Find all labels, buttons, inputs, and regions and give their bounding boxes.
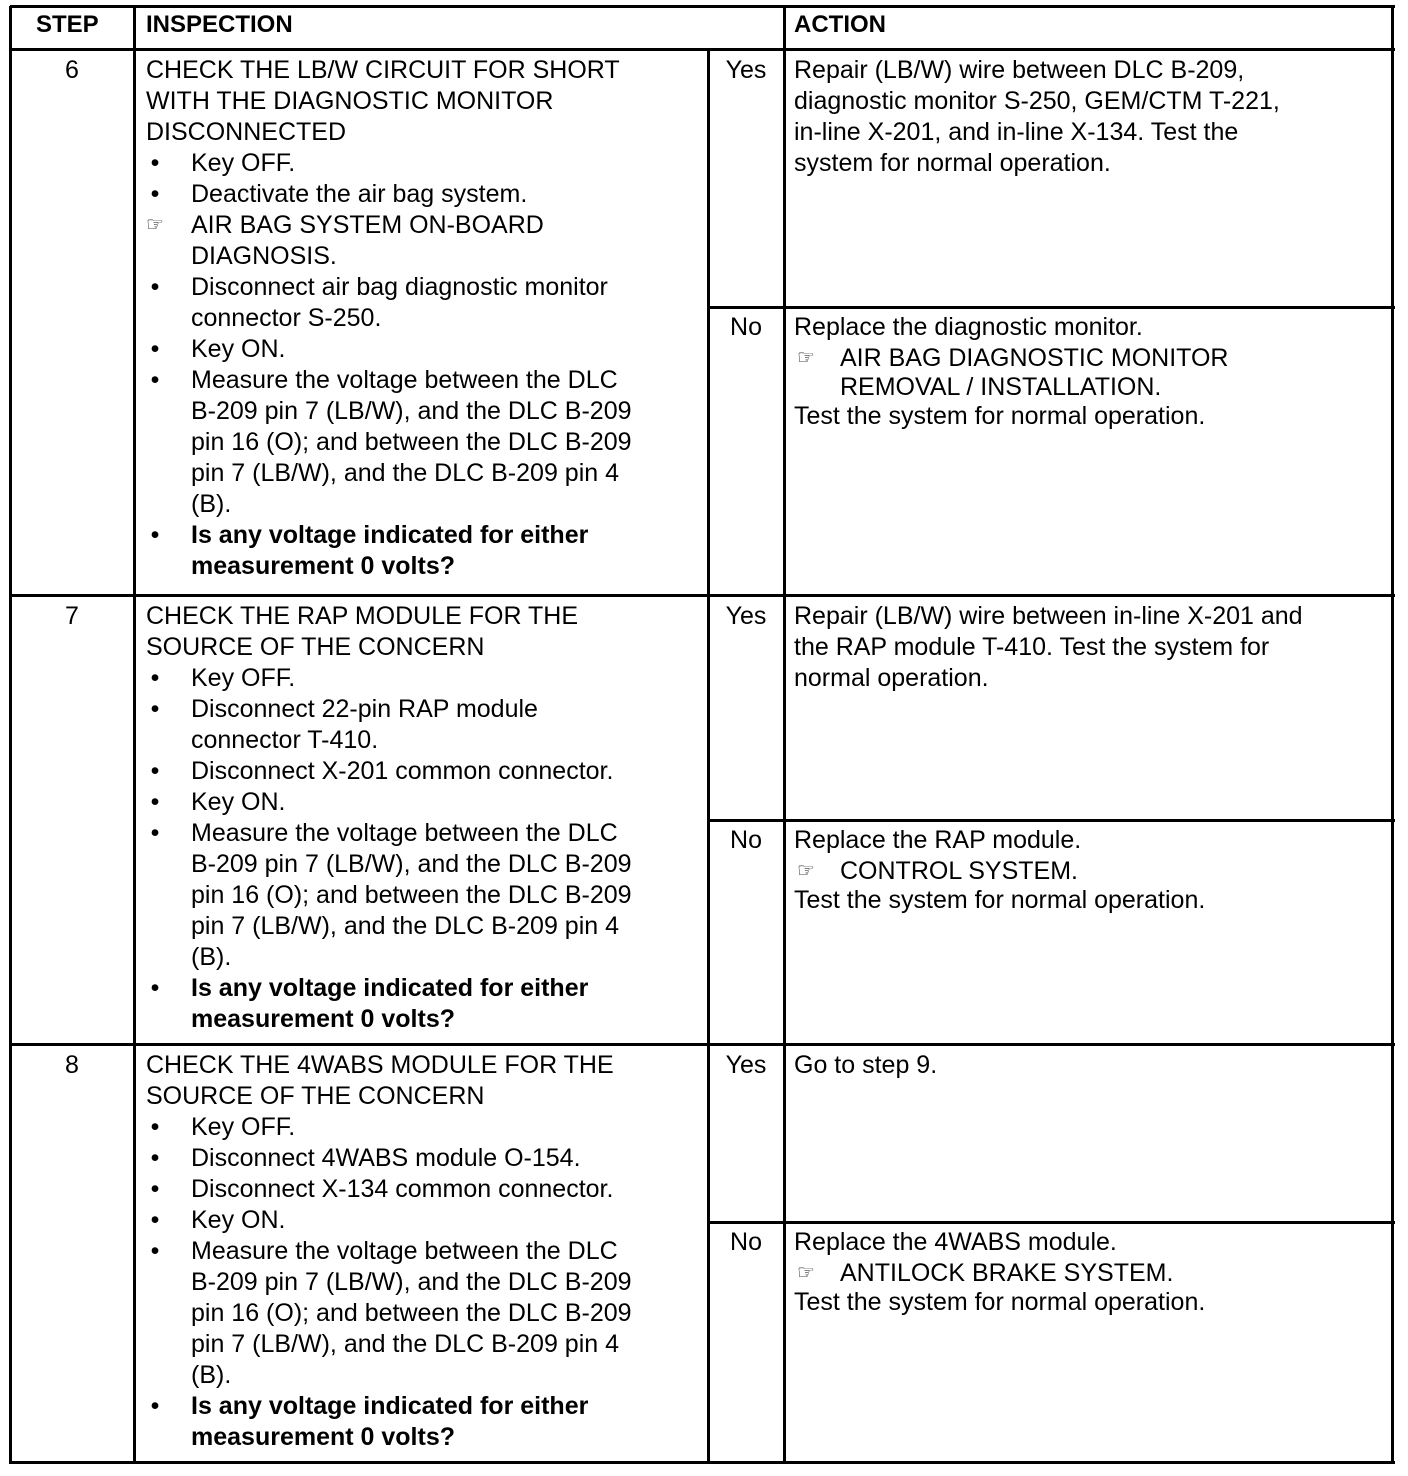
pointing-hand-icon: ☞ xyxy=(797,1262,815,1284)
inspection-item-line: connector T-410. xyxy=(191,726,379,754)
table-top-border xyxy=(10,5,1395,8)
row-bottom-border xyxy=(10,594,1395,597)
pointing-hand-icon: ☞ xyxy=(797,347,815,369)
inspection-item-line: AIR BAG SYSTEM ON-BOARD xyxy=(191,211,544,239)
yes-action-line: the RAP module T-410. Test the system for xyxy=(794,633,1270,661)
yes-label: Yes xyxy=(725,56,767,84)
no-reference-line: REMOVAL / INSTALLATION. xyxy=(840,373,1162,401)
bullet-icon: • xyxy=(150,335,160,363)
no-label: No xyxy=(730,313,762,341)
header-bottom-border xyxy=(10,48,1395,51)
question-line: measurement 0 volts? xyxy=(191,1423,455,1451)
inspection-item-line: B-209 pin 7 (LB/W), and the DLC B-209 xyxy=(191,1268,632,1296)
inspection-title-line: CHECK THE LB/W CIRCUIT FOR SHORT xyxy=(146,56,620,84)
bullet-icon: • xyxy=(150,521,160,549)
inspection-title-line: SOURCE OF THE CONCERN xyxy=(146,633,485,661)
inspection-item-line: pin 16 (O); and between the DLC B-209 xyxy=(191,1299,632,1327)
inspection-title-line: DISCONNECTED xyxy=(146,118,347,146)
bullet-icon: • xyxy=(150,1392,160,1420)
yes-label: Yes xyxy=(725,1051,767,1079)
step-number: 6 xyxy=(65,56,79,84)
yes-action-line: Repair (LB/W) wire between DLC B-209, xyxy=(794,56,1245,84)
inspection-item-line: Key ON. xyxy=(191,788,286,816)
inspection-item-line: Key OFF. xyxy=(191,149,296,177)
no-reference-line: ANTILOCK BRAKE SYSTEM. xyxy=(840,1259,1174,1287)
no-reference-line: CONTROL SYSTEM. xyxy=(840,857,1078,885)
step-number: 7 xyxy=(65,602,79,630)
inspection-item-line: Key OFF. xyxy=(191,1113,296,1141)
inspection-item-line: Disconnect X-134 common connector. xyxy=(191,1175,614,1203)
inspection-item-line: B-209 pin 7 (LB/W), and the DLC B-209 xyxy=(191,850,632,878)
table-right-border xyxy=(1391,6,1394,1464)
inspection-item-line: Disconnect 4WABS module O-154. xyxy=(191,1144,581,1172)
bullet-icon: • xyxy=(150,1237,160,1265)
no-action-line: Replace the 4WABS module. xyxy=(794,1228,1117,1256)
question-line: Is any voltage indicated for either xyxy=(191,974,589,1002)
inspection-item-line: Disconnect air bag diagnostic monitor xyxy=(191,273,608,301)
inspection-item-line: (B). xyxy=(191,490,232,518)
header-inspection: INSPECTION xyxy=(146,11,293,38)
bullet-icon: • xyxy=(150,819,160,847)
inspection-item-line: DIAGNOSIS. xyxy=(191,242,337,270)
inspection-title-line: CHECK THE 4WABS MODULE FOR THE xyxy=(146,1051,614,1079)
header-step: STEP xyxy=(36,11,99,38)
bullet-icon: • xyxy=(150,1144,160,1172)
inspection-item-line: Key ON. xyxy=(191,335,286,363)
bullet-icon: • xyxy=(150,757,160,785)
question-line: Is any voltage indicated for either xyxy=(191,521,589,549)
no-action-line: Test the system for normal operation. xyxy=(794,1288,1206,1316)
yes-action-line: normal operation. xyxy=(794,664,989,692)
bullet-icon: • xyxy=(150,1113,160,1141)
inspection-item-line: Measure the voltage between the DLC xyxy=(191,819,618,847)
bullet-icon: • xyxy=(150,1206,160,1234)
inspection-item-line: Disconnect 22-pin RAP module xyxy=(191,695,538,723)
inspection-item-line: Deactivate the air bag system. xyxy=(191,180,528,208)
inspection-item-line: (B). xyxy=(191,943,232,971)
pointing-hand-icon: ☞ xyxy=(146,214,164,236)
column-divider-inspection xyxy=(133,6,136,1464)
no-reference-line: AIR BAG DIAGNOSTIC MONITOR xyxy=(840,344,1229,372)
inspection-item-line: (B). xyxy=(191,1361,232,1389)
yes-action-line: in-line X-201, and in-line X-134. Test the xyxy=(794,118,1239,146)
question-line: measurement 0 volts? xyxy=(191,1005,455,1033)
row-bottom-border xyxy=(10,1043,1395,1046)
bullet-icon: • xyxy=(150,149,160,177)
inspection-item-line: pin 7 (LB/W), and the DLC B-209 pin 4 xyxy=(191,459,620,487)
yes-no-divider xyxy=(708,819,1395,822)
table-left-border xyxy=(9,6,12,1464)
bullet-icon: • xyxy=(150,974,160,1002)
inspection-item-line: Key ON. xyxy=(191,1206,286,1234)
inspection-item-line: pin 16 (O); and between the DLC B-209 xyxy=(191,881,632,909)
inspection-item-line: Disconnect X-201 common connector. xyxy=(191,757,614,785)
inspection-item-line: connector S-250. xyxy=(191,304,382,332)
yes-action-line: diagnostic monitor S-250, GEM/CTM T-221, xyxy=(794,87,1280,115)
yes-no-divider xyxy=(708,1221,1395,1224)
yes-action-line: system for normal operation. xyxy=(794,149,1111,177)
yes-action-line: Go to step 9. xyxy=(794,1051,938,1079)
no-action-line: Test the system for normal operation. xyxy=(794,886,1206,914)
inspection-item-line: Key OFF. xyxy=(191,664,296,692)
yes-no-divider xyxy=(708,306,1395,309)
inspection-item-line: Measure the voltage between the DLC xyxy=(191,1237,618,1265)
inspection-item-line: B-209 pin 7 (LB/W), and the DLC B-209 xyxy=(191,397,632,425)
inspection-item-line: Measure the voltage between the DLC xyxy=(191,366,618,394)
no-action-line: Replace the diagnostic monitor. xyxy=(794,313,1143,341)
bullet-icon: • xyxy=(150,273,160,301)
step-number: 8 xyxy=(65,1051,79,1079)
question-line: Is any voltage indicated for either xyxy=(191,1392,589,1420)
yes-action-line: Repair (LB/W) wire between in-line X-201 and xyxy=(794,602,1303,630)
inspection-item-line: pin 16 (O); and between the DLC B-209 xyxy=(191,428,632,456)
inspection-item-line: pin 7 (LB/W), and the DLC B-209 pin 4 xyxy=(191,1330,620,1358)
bullet-icon: • xyxy=(150,695,160,723)
inspection-title-line: WITH THE DIAGNOSTIC MONITOR xyxy=(146,87,554,115)
bullet-icon: • xyxy=(150,788,160,816)
bullet-icon: • xyxy=(150,664,160,692)
inspection-item-line: pin 7 (LB/W), and the DLC B-209 pin 4 xyxy=(191,912,620,940)
no-label: No xyxy=(730,826,762,854)
bullet-icon: • xyxy=(150,366,160,394)
no-action-line: Replace the RAP module. xyxy=(794,826,1082,854)
no-action-line: Test the system for normal operation. xyxy=(794,402,1206,430)
bullet-icon: • xyxy=(150,180,160,208)
row-bottom-border xyxy=(10,1461,1395,1464)
bullet-icon: • xyxy=(150,1175,160,1203)
inspection-title-line: CHECK THE RAP MODULE FOR THE xyxy=(146,602,579,630)
question-line: measurement 0 volts? xyxy=(191,552,455,580)
no-label: No xyxy=(730,1228,762,1256)
header-action: ACTION xyxy=(794,11,886,38)
pointing-hand-icon: ☞ xyxy=(797,860,815,882)
yes-label: Yes xyxy=(725,602,767,630)
inspection-title-line: SOURCE OF THE CONCERN xyxy=(146,1082,485,1110)
